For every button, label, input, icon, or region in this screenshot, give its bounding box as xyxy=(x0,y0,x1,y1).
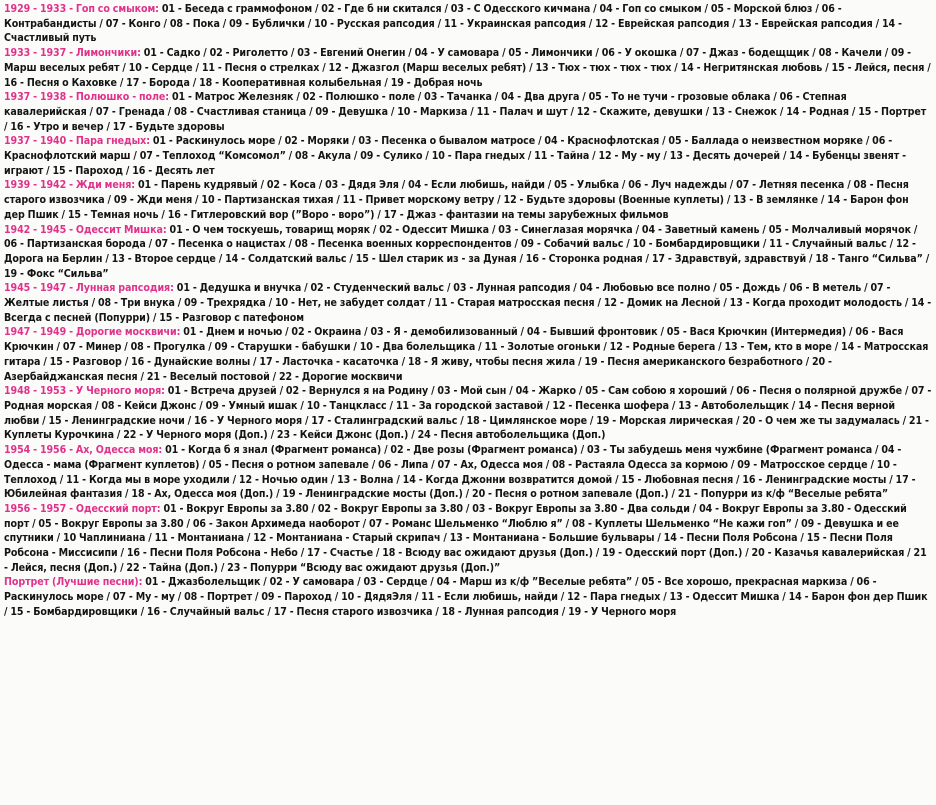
album-title: 1945 - 1947 - Лунная рапсодия: xyxy=(4,282,174,295)
album-title: 1937 - 1940 - Пара гнедых: xyxy=(4,135,150,148)
album-entry xyxy=(4,443,932,502)
album-entry xyxy=(4,502,932,576)
album-title: 1948 - 1953 - У Черного моря: xyxy=(4,385,165,398)
album-title: 1933 - 1937 - Лимончики: xyxy=(4,47,141,60)
album-tracklist: 01 - Встреча друзей / 02 - Вернулся я на Родину / 03 - Мой сын / 04 - Жарко / 05 - Сам собою я хороший / 06 - Песня о полярной дружбе / 07 - Родная морская / 08 - Кейси Джонс / 09 - Умный ишак / 10 - Танцкласс / 11 - За городской заставой / 12 - Песенка шофера / 13 - Автоболельщик / 14 - Песня верной любви / 15 - Ленинградские ночи / 16 - У Черного моря / 17 - Сталинградский вальс / 18 - Цимлянское море / 19 - Морская лирическая / 20 - О чем же ты задумалась / 21 - Куплеты Курочкина / 22 - У Черного моря (Доп.) / 23 - Кейси Джонс (Доп.) / 24 - Песня автоболельщика (Доп.) xyxy=(4,385,932,442)
album-entry xyxy=(4,90,932,134)
album-title: 1937 - 1938 - Полюшко - поле: xyxy=(4,91,170,104)
album-tracklist: 01 - Парень кудрявый / 02 - Коса / 03 - Дядя Эля / 04 - Если любишь, найди / 05 - Улыбка / 06 - Луч надежды / 07 - Летняя песенка / 08 - Песня старого извозчика / 09 - Жди меня / 10 - Партизанская тихая / 11 - Привет морскому ветру / 12 - Будьте здоровы (Военные куплеты) / 13 - В землянке / 14 - Барон фон дер Пшик / 15 - Темная ночь / 16 - Гитлеровский вор (”Воро - воро”) / 17 - Джаз - фантазии на темы зарубежных фильмов xyxy=(4,179,909,221)
album-title: 1939 - 1942 - Жди меня: xyxy=(4,179,136,192)
album-tracklist: 01 - Когда б я знал (Фрагмент романса) / 02 - Две розы (Фрагмент романса) / 03 - Ты забудешь меня чужбине (Фрагмент романса / 04 - Одесса - мама (Фрагмент куплетов) / 05 - Песня о ротном запевале / 06 - Липа / 07 - Ах, Одесса моя / 08 - Растаяла Одесса за кормою / 09 - Матросское сердце / 10 - Теплоход / 11 - Когда мы в море уходили / 12 - Ночью один / 13 - Волна / 14 - Когда Джонни возвратится домой / 15 - Любовная песня / 16 - Ленинградские мосты / 17 - Юбилейная фантазия / 18 - Ах, Одесса моя (Доп.) / 19 - Ленинградские мосты (Доп.) / 20 - Песня о ротном запевале (Доп.) / 21 - Попурри из к/ф “Веселые ребята” xyxy=(4,444,916,501)
album-tracklist: 01 - Беседа с граммофоном / 02 - Где б ни скитался / 03 - С Одесского кичмана / 04 - Гоп со смыком / 05 - Морской блюз / 06 - Контрабандисты / 07 - Конго / 08 - Пока / 09 - Бублички / 10 - Русская рапсодия / 11 - Украинская рапсодия / 12 - Еврейская рапсодия / 13 - Еврейская рапсодия / 14 - Счастливый путь xyxy=(4,3,902,45)
album-entry xyxy=(4,384,932,443)
album-tracklist: 01 - Джазболельщик / 02 - У самовара / 03 - Сердце / 04 - Марш из к/ф ”Веселые ребята” / 05 - Все хорошо, прекрасная маркиза / 06 - Раскинулось море / 07 - Му - му / 08 - Портрет / 09 - Пароход / 10 - ДядяЭля / 11 - Если любишь, найди / 12 - Пара гнедых / 13 - Одессит Мишка / 14 - Барон фон дер Пшик / 15 - Бомбардировщики / 16 - Случайный вальс / 17 - Песня старого извозчика / 18 - Лунная рапсодия / 19 - У Черного моря xyxy=(4,576,928,618)
album-tracklist: 01 - Дедушка и внучка / 02 - Студенческий вальс / 03 - Лунная рапсодия / 04 - Любовью все полно / 05 - Дождь / 06 - В метель / 07 - Желтые листья / 08 - Три внука / 09 - Трехрядка / 10 - Нет, не забудет солдат / 11 - Старая матросская песня / 12 - Домик на Лесной / 13 - Когда проходит молодость / 14 - Всегда с песней (Попурри) / 15 - Разговор с патефоном xyxy=(4,282,932,324)
album-tracklist: 01 - О чем тоскуешь, товарищ моряк / 02 - Одессит Мишка / 03 - Синеглазая морячка / 04 - Заветный камень / 05 - Молчаливый морячок / 06 - Партизанская борода / 07 - Песенка о нацистах / 08 - Песенка военных корреспондентов / 09 - Собачий вальс / 10 - Бомбардировщики / 11 - Случайный вальс / 12 - Дорога на Берлин / 13 - Второе сердце / 14 - Солдатский вальс / 15 - Шел старик из - за Дуная / 16 - Сторонка родная / 17 - Здравствуй, здравствуй / 18 - Танго “Сильва” / 19 - Фокс “Сильва” xyxy=(4,223,930,280)
album-tracklist: 01 - Матрос Железняк / 02 - Полюшко - поле / 03 - Тачанка / 04 - Два друга / 05 - То не тучи - грозовые облака / 06 - Степная кавалерийская / 07 - Гренада / 08 - Счастливая станица / 09 - Девушка / 10 - Маркиза / 11 - Палач и шут / 12 - Скажите, девушки / 13 - Снежок / 14 - Родная / 15 - Портрет / 16 - Утро и вечер / 17 - Будьте здоровы xyxy=(4,91,927,133)
album-entry xyxy=(4,178,932,222)
album-entry xyxy=(4,325,932,384)
album-tracklist: 01 - Вокруг Европы за 3.80 / 02 - Вокруг Европы за 3.80 / 03 - Вокруг Европы за 3.80 - Два сольди / 04 - Вокруг Европы за 3.80 - Одесский порт / 05 - Вокруг Европы за 3.80 / 06 - Закон Архимеда наоборот / 07 - Романс Шельменко “Люблю я” / 08 - Куплеты Шельменко “Не кажи гоп” / 09 - Девушка и ее спутники / 10 Чаплиниана / 11 - Монтаниана / 12 - Монтаниана - Старый скрипач / 13 - Монтаниана - Большие бульвары / 14 - Песни Поля Робсона / 15 - Песни Поля Робсона - Миссисипи / 16 - Песни Поля Робсона - Небо / 17 - Счастье / 18 - Всюду вас ожидают друзья (Доп.) / 19 - Одесский порт (Доп.) / 20 - Казачья кавалерийская / 21 - Лейся, песня (Доп.) / 22 - Тайна (Доп.) / 23 - Попурри “Всюду вас ожидают друзья (Доп.)” xyxy=(4,502,927,574)
album-entry xyxy=(4,2,932,46)
album-title: 1942 - 1945 - Одессит Мишка: xyxy=(4,223,167,236)
album-title: 1956 - 1957 - Одесский порт: xyxy=(4,502,161,515)
album-tracklist: 01 - Раскинулось море / 02 - Моряки / 03 - Песенка о бывалом матросе / 04 - Краснофлотская / 05 - Баллада о неизвестном моряке / 06 - Краснофлотский марш / 07 - Теплоход “Комсомол” / 08 - Акула / 09 - Сулико / 10 - Пара гнедых / 11 - Тайна / 12 - Му - му / 13 - Десять дочерей / 14 - Бубенцы звенят - играют / 15 - Пароход / 16 - Десять лет xyxy=(4,135,906,177)
album-title: 1947 - 1949 - Дорогие москвичи: xyxy=(4,326,181,339)
album-tracklist: 01 - Садко / 02 - Риголетто / 03 - Евгений Онегин / 04 - У самовара / 05 - Лимончики / 06 - У окошка / 07 - Джаз - бодещщик / 08 - Качели / 09 - Марш веселых ребят / 10 - Сердце / 11 - Песня о стрелках / 12 - Джазгол (Марш веселых ребят) / 13 - Тюх - тюх - тюх - тюх / 14 - Негритянская любовь / 15 - Лейся, песня / 16 - Песня о Каховке / 17 - Борода / 18 - Кооперативная колыбельная / 19 - Добрая ночь xyxy=(4,47,931,89)
album-entry xyxy=(4,134,932,178)
album-title: 1954 - 1956 - Ах, Одесса моя: xyxy=(4,444,163,457)
album-tracklist: 01 - Днем и ночью / 02 - Окраина / 03 - Я - демобилизованный / 04 - Бывший фронтовик / 05 - Вася Крючкин (Интермедия) / 06 - Вася Крючкин / 07 - Минер / 08 - Прогулка / 09 - Старушки - бабушки / 10 - Два болельщика / 11 - Золотые огоньки / 12 - Родные берега / 13 - Тем, кто в море / 14 - Матросская гитара / 15 - Разговор / 16 - Дунайские волны / 17 - Ласточка - касаточка / 18 - Я живу, чтобы песня жила / 19 - Песня американского безработного / 20 - Азербайджанская песня / 21 - Веселый постовой / 22 - Дорогие москвичи xyxy=(4,326,929,383)
album-entry xyxy=(4,46,932,90)
album-title: Портрет (Лучшие песни): xyxy=(4,576,143,589)
album-entry xyxy=(4,223,932,282)
album-entry xyxy=(4,575,932,619)
album-entry xyxy=(4,281,932,325)
album-title: 1929 - 1933 - Гоп со смыком: xyxy=(4,3,159,15)
